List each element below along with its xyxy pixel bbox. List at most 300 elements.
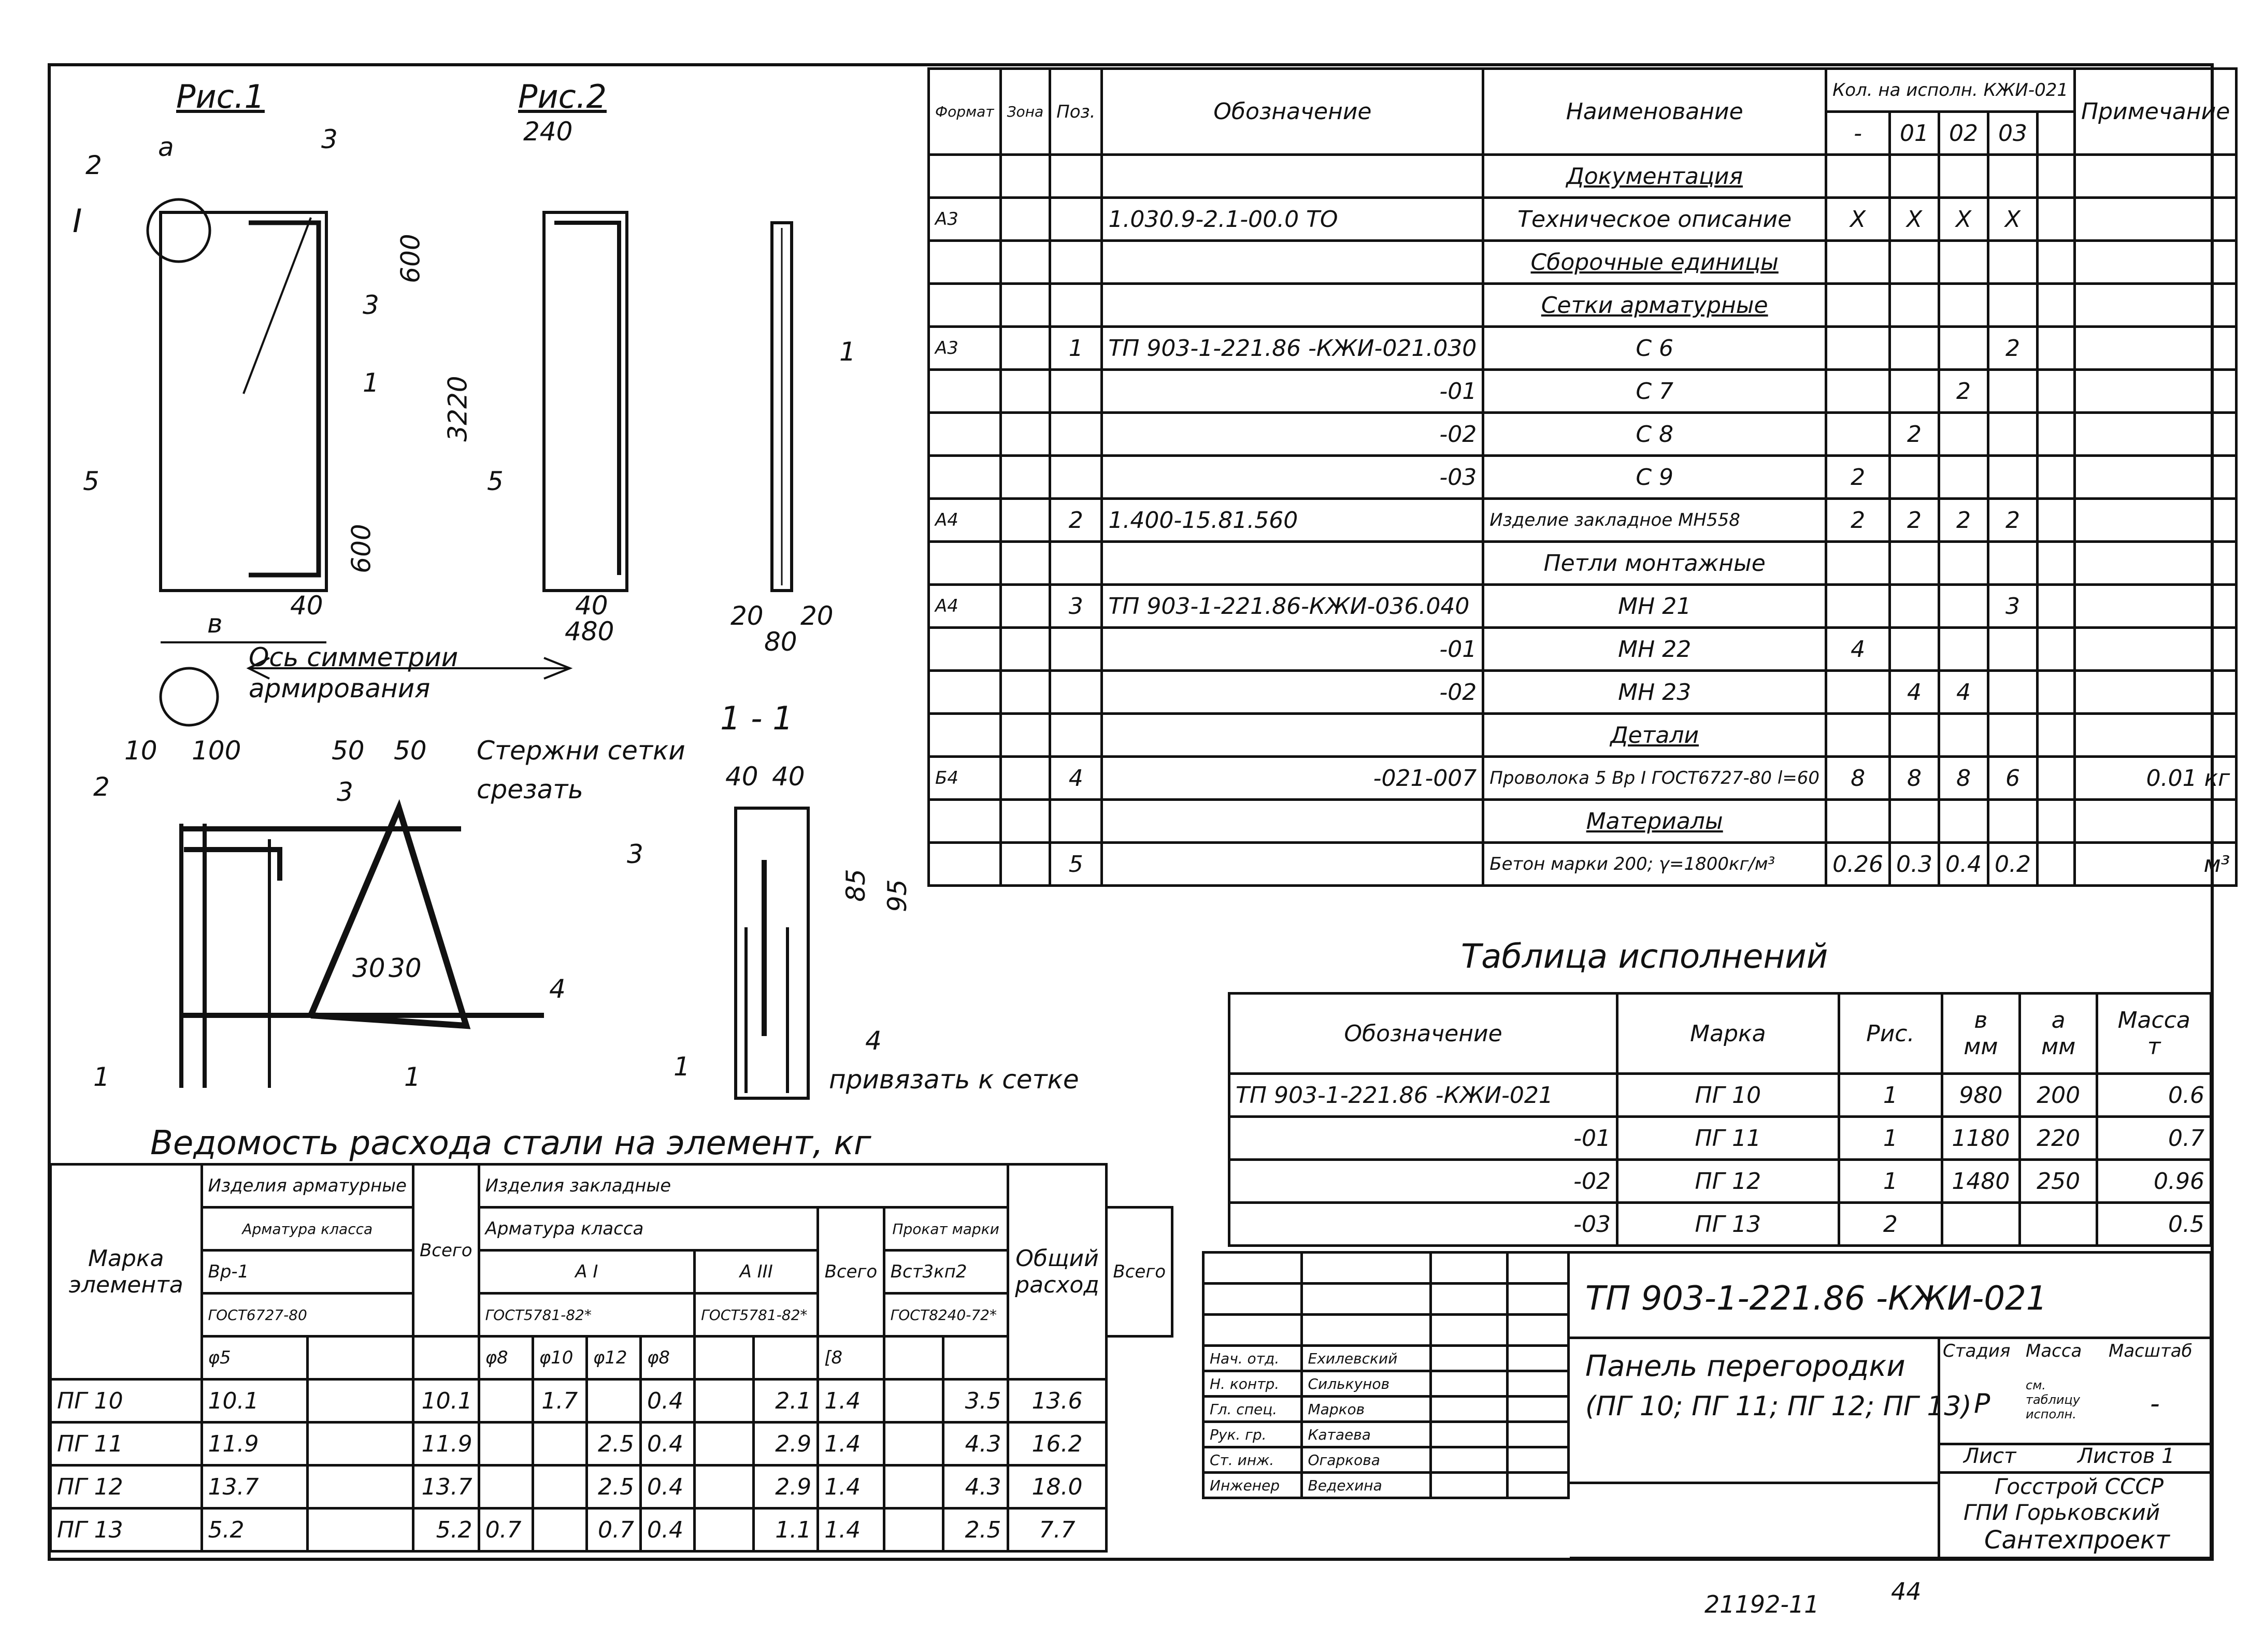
spec-row — [929, 499, 2237, 542]
steel-blank-c — [884, 1423, 943, 1466]
variant-fig: 1 — [1839, 1117, 1942, 1160]
dim-20b: 20 — [800, 601, 834, 631]
spec-qty-3: 2 — [1988, 327, 2038, 370]
spec-qty-2 — [1939, 413, 1988, 456]
spec-row — [929, 456, 2237, 499]
spec-qty-1: 4 — [1890, 671, 1939, 714]
tb-org-1: Госстрой СССР — [1995, 1474, 2164, 1499]
titleblock-person-row — [1203, 1447, 1569, 1473]
spec-note: 0.01 кг — [2075, 757, 2237, 800]
tb-scale-h: Масштаб — [2109, 1341, 2193, 1361]
titleblock-blank-cell — [1301, 1315, 1430, 1346]
steel-c8: 1.4 — [818, 1509, 884, 1552]
steel-row — [51, 1509, 1172, 1552]
titleblock-blank-cell — [1203, 1253, 1302, 1284]
dim-600-bottom: 600 — [346, 524, 377, 573]
spec-qty-3: 2 — [1988, 499, 2038, 542]
variant-mark: ПГ 10 — [1617, 1074, 1839, 1117]
steel-row — [51, 1466, 1172, 1509]
tb-sheets: Листов 1 — [2077, 1444, 2175, 1468]
steel-h-grand — [1008, 1165, 1107, 1380]
var-h-a-label: а — [2051, 1007, 2066, 1033]
spec-qty-3 — [1988, 628, 2038, 671]
steel-mark: ПГ 12 — [51, 1466, 202, 1509]
spec-note — [2075, 241, 2237, 284]
spec-designation: ТП 903-1-221.86-КЖИ-036.040 — [1102, 585, 1483, 628]
steel-a12: 2.5 — [586, 1423, 640, 1466]
variant-fig: 1 — [1839, 1160, 1942, 1203]
spec-note — [2075, 542, 2237, 585]
variant-a: 250 — [2019, 1160, 2097, 1203]
steel-header-row-2 — [51, 1208, 1172, 1251]
var-h-des: Обозначение — [1229, 994, 1617, 1074]
spec-qty-0: 2 — [1826, 499, 1890, 542]
spec-zone — [1000, 155, 1050, 198]
var-h-fig: Рис. — [1839, 994, 1942, 1074]
variant-designation: ТП 903-1-221.86 -КЖИ-021 — [1229, 1074, 1617, 1117]
titleblock-blank-cell — [1301, 1253, 1430, 1284]
spec-note — [2075, 800, 2237, 843]
spec-name: Сетки арматурные — [1483, 284, 1826, 327]
spec-row — [929, 757, 2237, 800]
spec-qty-0 — [1826, 413, 1890, 456]
steel-grand: 16.2 — [1008, 1423, 1107, 1466]
spec-qty-0 — [1826, 241, 1890, 284]
spec-designation: -02 — [1102, 413, 1483, 456]
spec-name: Проволока 5 Вр I ГОСТ6727-80 l=60 — [1483, 757, 1826, 800]
pos-label-4-sec: 4 — [865, 1026, 882, 1056]
spec-qty-0 — [1826, 714, 1890, 757]
steel-blank-a — [307, 1509, 413, 1552]
pos-label-5b: 5 — [487, 466, 504, 496]
pos-label-3-sec: 3 — [627, 839, 643, 869]
spec-qty-2 — [1939, 542, 1988, 585]
titleblock-person-row — [1203, 1473, 1569, 1498]
steel-total-2: 2.9 — [753, 1466, 818, 1509]
titleblock-people-body — [1203, 1253, 1569, 1498]
spec-qty-0 — [1826, 671, 1890, 714]
steel-mark: ПГ 11 — [51, 1423, 202, 1466]
tb-code: ТП 903-1-221.86 -КЖИ-021 — [1585, 1280, 2047, 1318]
spec-row — [929, 628, 2237, 671]
spec-format — [929, 714, 1001, 757]
spec-qty-2: 2 — [1939, 499, 1988, 542]
variant-mass: 0.7 — [2097, 1117, 2211, 1160]
spec-format: А4 — [929, 499, 1001, 542]
dim-20a: 20 — [730, 601, 764, 631]
spec-name: Бетон марки 200; γ=1800кг/м³ — [1483, 843, 1826, 886]
titleblock-name: Силькунов — [1301, 1371, 1430, 1397]
spec-format — [929, 370, 1001, 413]
pos-label-3-node: 3 — [337, 777, 353, 807]
steel-h-d8: φ8 — [479, 1337, 533, 1380]
steel-blank-b — [695, 1466, 754, 1509]
spec-format — [929, 155, 1001, 198]
spec-format — [929, 284, 1001, 327]
steel-table — [49, 1163, 1173, 1553]
steel-blank-b — [695, 1380, 754, 1423]
spec-zone — [1000, 413, 1050, 456]
steel-header-row-5 — [51, 1337, 1172, 1380]
spec-designation — [1102, 843, 1483, 886]
spec-note — [2075, 671, 2237, 714]
spec-qty-extra — [2038, 456, 2075, 499]
variant-b: 1480 — [1942, 1160, 2019, 1203]
cut-rods-label: Стержни сетки — [477, 736, 685, 766]
spec-h-name: Наименование — [1483, 69, 1826, 155]
variant-a — [2019, 1203, 2097, 1246]
steel-h-d12: φ12 — [586, 1337, 640, 1380]
spec-qty-extra — [2038, 499, 2075, 542]
steel-total-2: 2.9 — [753, 1423, 818, 1466]
spec-qty-2 — [1939, 628, 1988, 671]
spec-zone — [1000, 456, 1050, 499]
spec-format — [929, 542, 1001, 585]
tb-stage-h: Стадия — [1943, 1341, 2011, 1361]
pos-label-5: 5 — [83, 466, 99, 496]
steel-total-3: 4.3 — [943, 1423, 1008, 1466]
steel-aiii8: 0.4 — [640, 1380, 694, 1423]
variant-b — [1942, 1203, 2019, 1246]
titleblock-blank-cell — [1430, 1284, 1507, 1315]
steel-aiii8: 0.4 — [640, 1466, 694, 1509]
steel-h-blank-3 — [695, 1337, 754, 1380]
titleblock-date — [1507, 1473, 1568, 1498]
variant-designation: -01 — [1229, 1117, 1617, 1160]
titleblock-blank-cell — [1203, 1315, 1302, 1346]
spec-qty-2: 8 — [1939, 757, 1988, 800]
variant-mass: 0.6 — [2097, 1074, 2211, 1117]
spec-zone — [1000, 327, 1050, 370]
spec-row — [929, 241, 2237, 284]
titleblock-person-row — [1203, 1346, 1569, 1371]
steel-total-3: 2.5 — [943, 1509, 1008, 1552]
spec-note — [2075, 370, 2237, 413]
titleblock-person-row — [1203, 1397, 1569, 1422]
variant-mark: ПГ 12 — [1617, 1160, 1839, 1203]
spec-note — [2075, 155, 2237, 198]
steel-total-2: 2.1 — [753, 1380, 818, 1423]
steel-h-d5: φ5 — [202, 1337, 307, 1380]
specification-table — [927, 67, 2238, 887]
spec-qty-extra — [2038, 198, 2075, 241]
spec-qty-1 — [1890, 327, 1939, 370]
steel-h-total-2: Всего — [818, 1208, 884, 1337]
pos-label-1-side: 1 — [839, 337, 856, 367]
steel-header-row-4 — [51, 1294, 1172, 1337]
titleblock-name: Огаркова — [1301, 1447, 1430, 1473]
spec-note — [2075, 714, 2237, 757]
spec-row — [929, 542, 2237, 585]
steel-row — [51, 1380, 1172, 1423]
pos-label-2: 2 — [85, 150, 102, 180]
steel-total-1: 13.7 — [413, 1466, 479, 1509]
titleblock-role: Рук. гр. — [1203, 1422, 1302, 1447]
steel-h-mark — [51, 1165, 202, 1380]
dim-30b: 30 — [389, 953, 422, 983]
steel-blank-a — [307, 1380, 413, 1423]
spec-zone — [1000, 585, 1050, 628]
steel-a8 — [479, 1423, 533, 1466]
spec-designation — [1102, 542, 1483, 585]
spec-h-q-empty — [2038, 112, 2075, 155]
spec-qty-extra — [2038, 671, 2075, 714]
steel-h-mark-2: элемента — [68, 1272, 183, 1298]
spec-qty-extra — [2038, 628, 2075, 671]
steel-h-emb-items: Изделия закладные — [479, 1165, 1008, 1208]
steel-h-d10: φ10 — [533, 1337, 586, 1380]
spec-name: Изделие закладное МН558 — [1483, 499, 1826, 542]
steel-a10 — [533, 1423, 586, 1466]
titleblock-date — [1507, 1371, 1568, 1397]
dim-50b: 50 — [394, 736, 427, 766]
spec-qty-2: X — [1939, 198, 1988, 241]
steel-c8: 1.4 — [818, 1380, 884, 1423]
spec-qty-1: 8 — [1890, 757, 1939, 800]
steel-h-aiii: А III — [695, 1251, 818, 1294]
steel-bp5: 13.7 — [202, 1466, 307, 1509]
spec-qty-1 — [1890, 370, 1939, 413]
spec-qty-0: 0.26 — [1826, 843, 1890, 886]
titleblock-blank-row — [1203, 1315, 1569, 1346]
tb-scale: - — [2150, 1388, 2160, 1419]
spec-h-designation: Обозначение — [1102, 69, 1483, 155]
spec-qty-1 — [1890, 800, 1939, 843]
steel-h-arm-class: Арматура класса — [202, 1208, 413, 1251]
steel-h-grand-1: Общий — [1015, 1245, 1099, 1272]
steel-bp5: 5.2 — [202, 1509, 307, 1552]
variant-designation: -02 — [1229, 1160, 1617, 1203]
steel-h-arm-items: Изделия арматурные — [202, 1165, 413, 1208]
spec-qty-3: 6 — [1988, 757, 2038, 800]
variants-body — [1229, 1074, 2211, 1246]
spec-header-row-1 — [929, 69, 2237, 112]
spec-name: МН 21 — [1483, 585, 1826, 628]
steel-a12: 2.5 — [586, 1466, 640, 1509]
spec-qty-0: 2 — [1826, 456, 1890, 499]
titleblock-people — [1202, 1251, 1570, 1499]
spec-designation — [1102, 155, 1483, 198]
spec-qty-0 — [1826, 155, 1890, 198]
spec-name: С 9 — [1483, 456, 1826, 499]
spec-pos — [1050, 542, 1102, 585]
node-label: I — [73, 202, 82, 240]
spec-pos — [1050, 671, 1102, 714]
steel-total-3: 4.3 — [943, 1466, 1008, 1509]
dim-a: а — [158, 132, 174, 162]
sym-axis-label: Ось симметрии — [249, 642, 458, 672]
spec-note — [2075, 628, 2237, 671]
spec-format — [929, 671, 1001, 714]
spec-qty-3 — [1988, 542, 2038, 585]
spec-designation: -03 — [1102, 456, 1483, 499]
spec-h-pos: Поз. — [1050, 69, 1102, 155]
titleblock-date — [1507, 1422, 1568, 1447]
spec-zone — [1000, 628, 1050, 671]
variant-designation: -03 — [1229, 1203, 1617, 1246]
tb-sheet: Лист — [1964, 1444, 2016, 1468]
spec-qty-extra — [2038, 241, 2075, 284]
steel-blank-a — [307, 1423, 413, 1466]
titleblock-name: Ведехина — [1301, 1473, 1430, 1498]
spec-row — [929, 671, 2237, 714]
spec-qty-2 — [1939, 714, 1988, 757]
variant-b: 980 — [1942, 1074, 2019, 1117]
tb-org-3: Сантехпроект — [1984, 1526, 2170, 1555]
steel-h-c8: [8 — [818, 1337, 884, 1380]
fig1-title: Рис.1 — [176, 78, 265, 116]
spec-qty-3 — [1988, 284, 2038, 327]
var-h-mass-label: Масса — [2117, 1007, 2190, 1033]
spec-qty-2 — [1939, 241, 1988, 284]
titleblock-person-row — [1203, 1422, 1569, 1447]
pos-label-3b: 3 — [363, 290, 379, 320]
spec-row — [929, 714, 2237, 757]
spec-qty-1 — [1890, 155, 1939, 198]
fig2-title: Рис.2 — [518, 78, 607, 116]
dim-100: 100 — [192, 736, 241, 766]
dim-40d: 40 — [772, 762, 805, 792]
variant-mark: ПГ 13 — [1617, 1203, 1839, 1246]
spec-h-format: Формат — [929, 69, 1001, 155]
steel-aiii8: 0.4 — [640, 1423, 694, 1466]
spec-qty-1 — [1890, 628, 1939, 671]
titleblock-role: Нач. отд. — [1203, 1346, 1302, 1371]
spec-zone — [1000, 241, 1050, 284]
spec-qty-0 — [1826, 284, 1890, 327]
steel-h-gost5781b: ГОСТ5781-82* — [695, 1294, 818, 1337]
tie-label: привязать к сетке — [829, 1065, 1079, 1095]
titleblock-role: Гл. спец. — [1203, 1397, 1302, 1422]
steel-h-blank-1 — [307, 1337, 413, 1380]
spec-name: Петли монтажные — [1483, 542, 1826, 585]
spec-designation: -01 — [1102, 370, 1483, 413]
spec-note — [2075, 284, 2237, 327]
variant-row — [1229, 1203, 2211, 1246]
spec-row — [929, 370, 2237, 413]
steel-a8: 0.7 — [479, 1509, 533, 1552]
steel-a8 — [479, 1380, 533, 1423]
var-h-b-unit: мм — [1964, 1033, 1998, 1060]
steel-row — [51, 1423, 1172, 1466]
spec-qty-3: X — [1988, 198, 2038, 241]
dim-50a: 50 — [332, 736, 365, 766]
steel-total-1: 5.2 — [413, 1509, 479, 1552]
spec-zone — [1000, 198, 1050, 241]
spec-pos — [1050, 456, 1102, 499]
spec-format: А4 — [929, 585, 1001, 628]
spec-designation — [1102, 241, 1483, 284]
steel-h-mark-1: Марка — [88, 1245, 164, 1272]
steel-total-3: 3.5 — [943, 1380, 1008, 1423]
steel-mark: ПГ 10 — [51, 1380, 202, 1423]
spec-designation: -021-007 — [1102, 757, 1483, 800]
spec-h-note: Примечание — [2075, 69, 2237, 155]
variants-table — [1228, 992, 2212, 1247]
spec-pos: 2 — [1050, 499, 1102, 542]
titleblock-signature — [1430, 1422, 1507, 1447]
spec-qty-3: 0.2 — [1988, 843, 2038, 886]
dim-85: 85 — [840, 869, 871, 902]
titleblock-blank-cell — [1507, 1315, 1568, 1346]
spec-zone — [1000, 284, 1050, 327]
var-h-b — [1942, 994, 2019, 1074]
variant-b: 1180 — [1942, 1117, 2019, 1160]
tb-name-2: (ПГ 10; ПГ 11; ПГ 12; ПГ 13) — [1585, 1391, 1972, 1422]
tb-name-1: Панель перегородки — [1585, 1349, 1905, 1383]
spec-name: Сборочные единицы — [1483, 241, 1826, 284]
titleblock-blank-cell — [1430, 1315, 1507, 1346]
variant-a: 200 — [2019, 1074, 2097, 1117]
spec-qty-3 — [1988, 413, 2038, 456]
spec-qty-3 — [1988, 800, 2038, 843]
dim-80: 80 — [764, 627, 797, 657]
spec-h-q0: - — [1826, 112, 1890, 155]
node-marker — [161, 668, 218, 725]
steel-blank-b — [695, 1509, 754, 1552]
titleblock-blank-cell — [1203, 1284, 1302, 1315]
steel-blank-a — [307, 1466, 413, 1509]
steel-h-blank-5 — [884, 1337, 943, 1380]
tb-mass: см. таблицу исполн. — [2026, 1378, 2080, 1421]
variant-fig: 1 — [1839, 1074, 1942, 1117]
spec-pos: 1 — [1050, 327, 1102, 370]
spec-pos — [1050, 413, 1102, 456]
var-h-mass-unit: т — [2147, 1033, 2161, 1060]
tb-stage: Р — [1974, 1388, 1990, 1419]
dim-b: в — [207, 609, 223, 639]
spec-zone — [1000, 843, 1050, 886]
titleblock-signature — [1430, 1447, 1507, 1473]
var-h-b-label: в — [1974, 1007, 1988, 1033]
steel-mark: ПГ 13 — [51, 1509, 202, 1552]
dim-95: 95 — [882, 879, 912, 912]
spec-row — [929, 800, 2237, 843]
var-h-mark: Марка — [1617, 994, 1839, 1074]
variant-row — [1229, 1117, 2211, 1160]
spec-qty-2 — [1939, 585, 1988, 628]
dim-40-fig1: 40 — [290, 591, 323, 621]
spec-note — [2075, 456, 2237, 499]
spec-note — [2075, 198, 2237, 241]
dim-40c: 40 — [725, 762, 758, 792]
pos-label-1-node-left: 1 — [93, 1062, 110, 1092]
titleblock-person-row — [1203, 1371, 1569, 1397]
titleblock-signature — [1430, 1397, 1507, 1422]
spec-h-q2: 02 — [1939, 112, 1988, 155]
spec-name: Детали — [1483, 714, 1826, 757]
spec-designation — [1102, 800, 1483, 843]
steel-total-1: 11.9 — [413, 1423, 479, 1466]
spec-pos — [1050, 198, 1102, 241]
spec-qty-extra — [2038, 327, 2075, 370]
spec-name: Материалы — [1483, 800, 1826, 843]
steel-h-total-3: Всего — [1107, 1208, 1172, 1337]
spec-qty-extra — [2038, 155, 2075, 198]
variant-fig: 2 — [1839, 1203, 1942, 1246]
spec-qty-extra — [2038, 413, 2075, 456]
titleblock-blank-cell — [1301, 1284, 1430, 1315]
spec-designation — [1102, 714, 1483, 757]
steel-c8: 1.4 — [818, 1466, 884, 1509]
titleblock-date — [1507, 1447, 1568, 1473]
spec-name: МН 22 — [1483, 628, 1826, 671]
spec-qty-0 — [1826, 370, 1890, 413]
titleblock-blank-cell — [1430, 1253, 1507, 1284]
spec-qty-extra — [2038, 370, 2075, 413]
spec-qty-3 — [1988, 241, 2038, 284]
spec-pos — [1050, 241, 1102, 284]
